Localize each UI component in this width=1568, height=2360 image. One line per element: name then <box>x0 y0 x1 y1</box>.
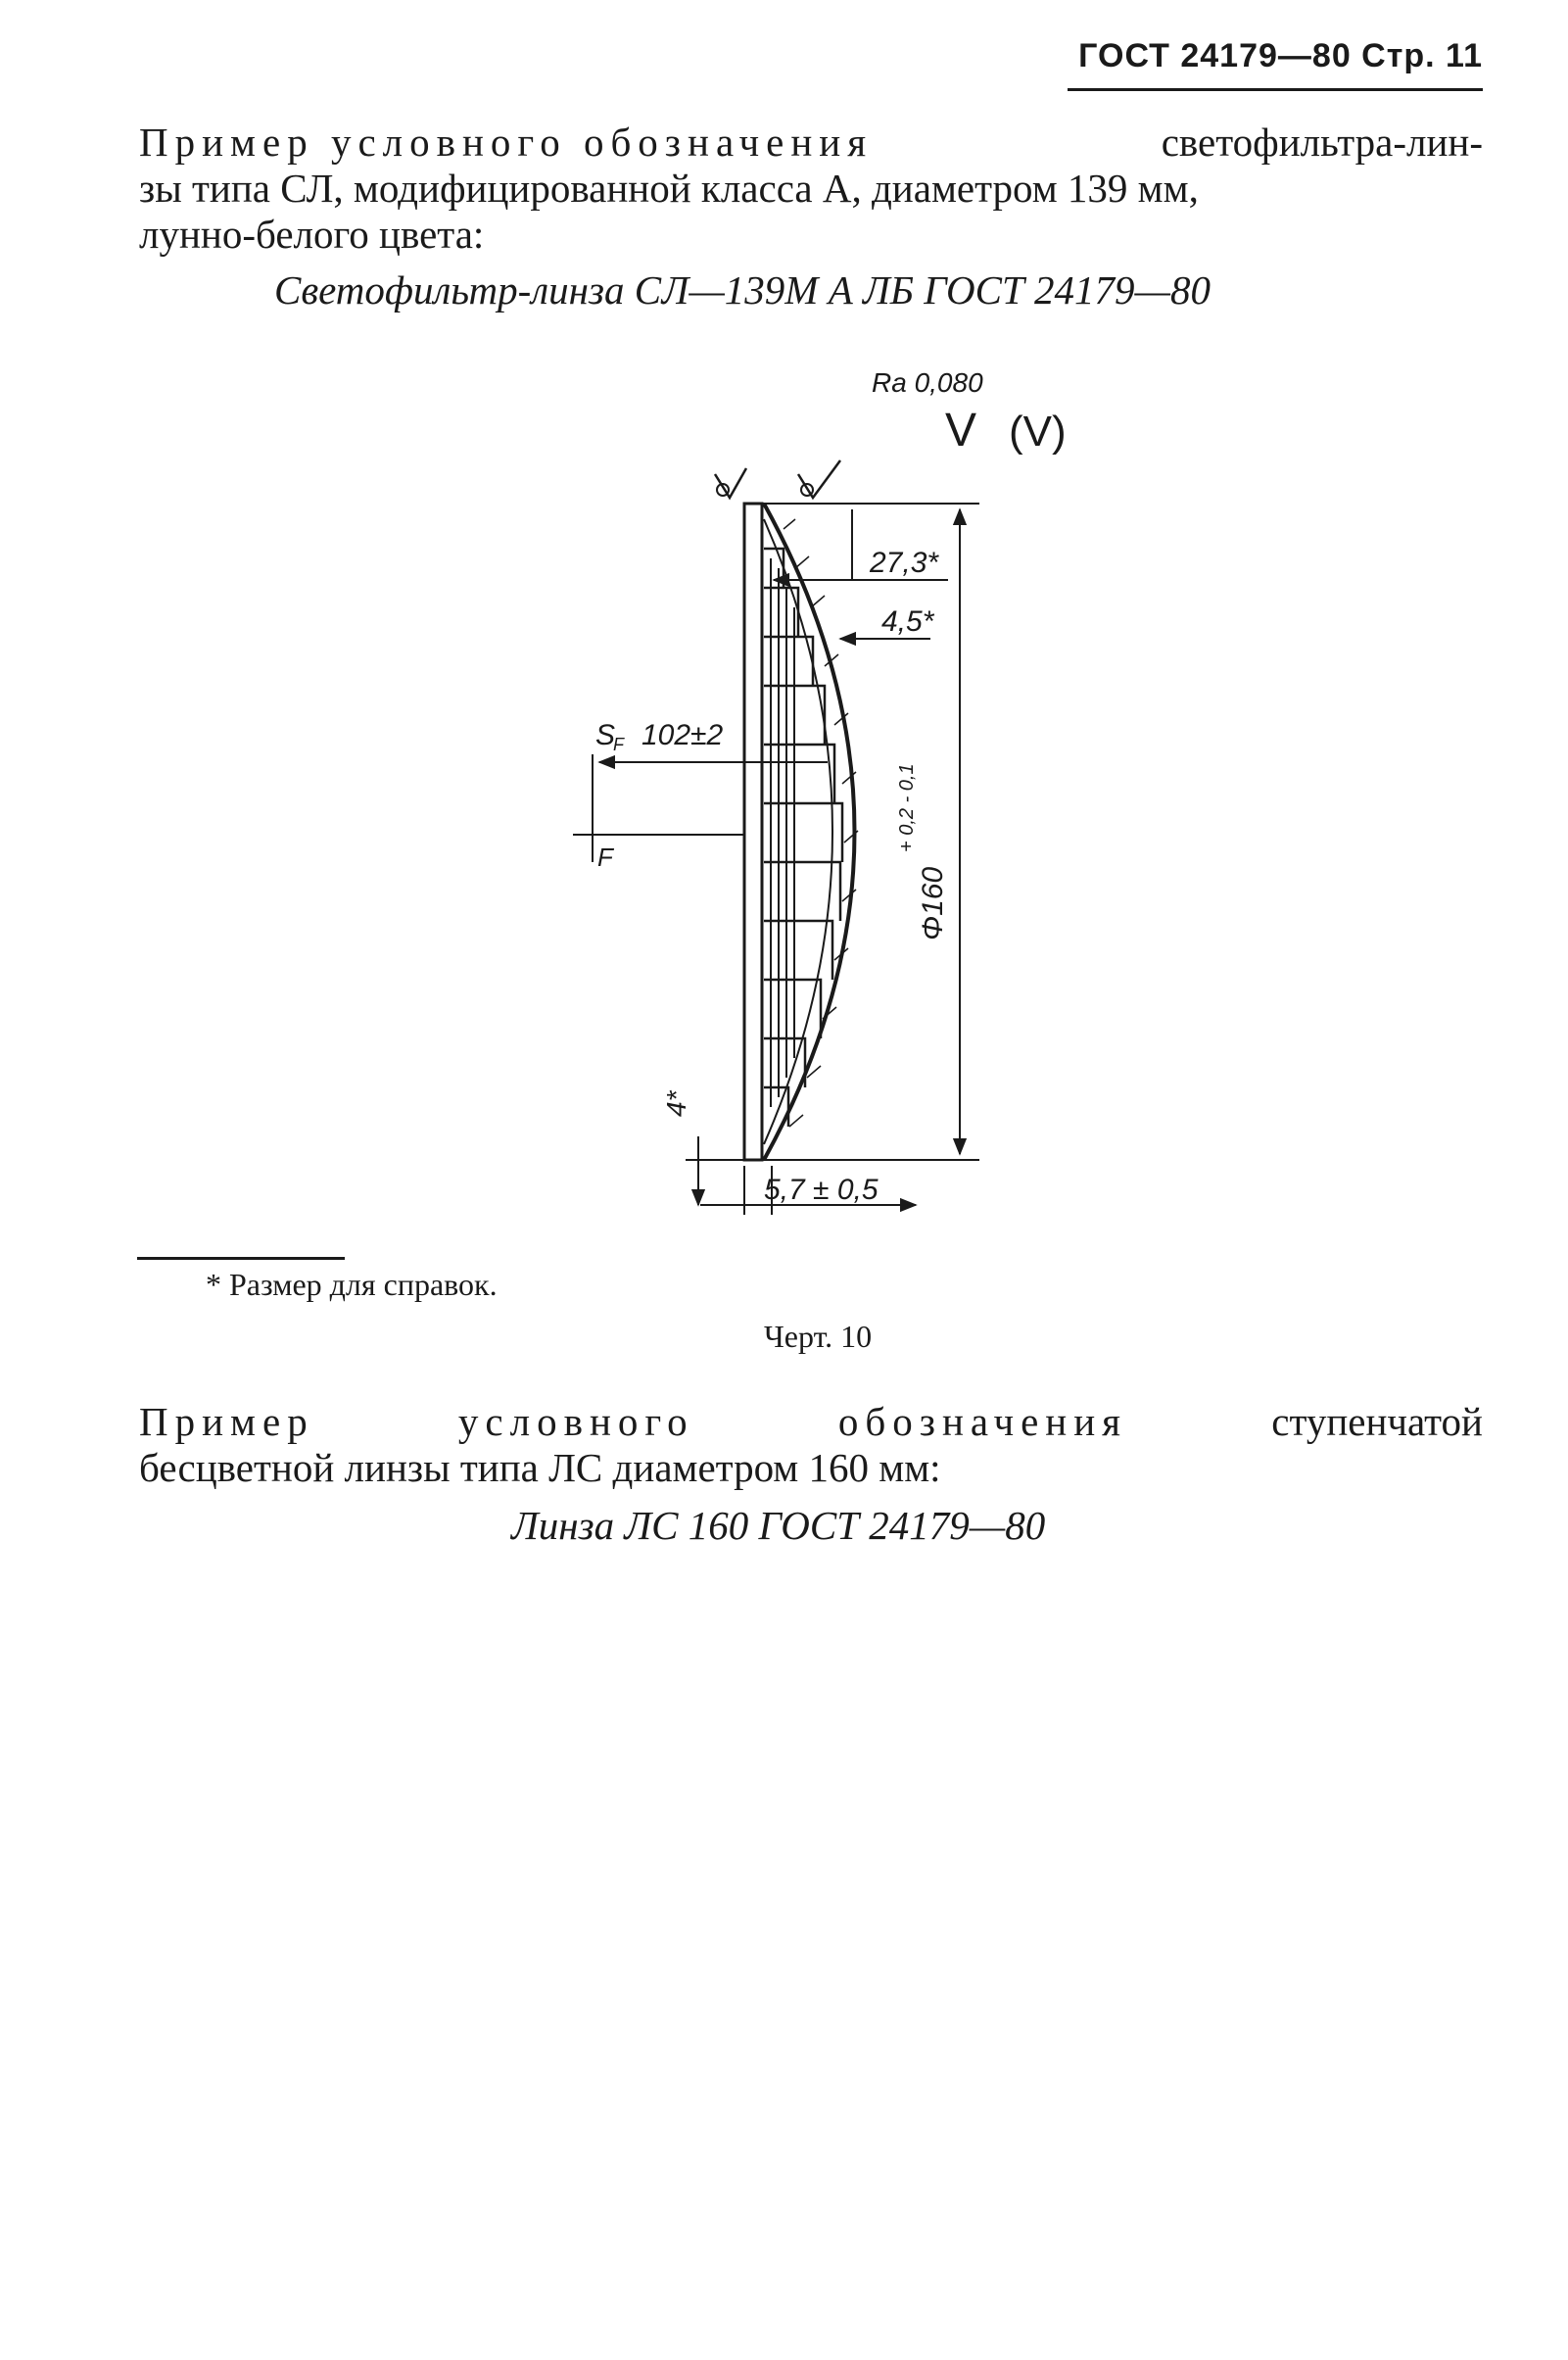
example-1-line-1-tail: светофильтра-лин- <box>1161 120 1483 165</box>
focal-sf-subscript: F <box>613 735 624 754</box>
example-1-designation: Светофильтр-линза СЛ—139М А ЛБ ГОСТ 24179—80 <box>274 267 1211 313</box>
example-1-line-2: зы типа СЛ, модифицированной класса А, диаметром 139 мм, <box>139 166 1199 211</box>
example-2-word-4: ступенчатой <box>1271 1399 1483 1444</box>
thickness-label: 27,3* <box>870 547 939 579</box>
footnote-rule <box>137 1257 345 1260</box>
diameter-tolerance: + 0,2 - 0,1 <box>896 763 918 852</box>
edge-label: 4* <box>661 1090 691 1117</box>
lens-flat-face <box>744 504 762 1160</box>
example-2-line-1 <box>139 1399 1483 1445</box>
example-1-lead: Пример условного обозначения <box>139 120 874 165</box>
roughness-paren: (V) <box>1009 408 1067 456</box>
figure-caption: Черт. 10 <box>764 1319 873 1354</box>
example-2-paragraph <box>139 1399 1483 1491</box>
lens-internal-lines <box>771 558 794 1107</box>
example-2-line-2: бесцветной линзы типа ЛС диаметром 160 мм: <box>139 1445 941 1490</box>
example-2-designation: Линза ЛС 160 ГОСТ 24179—80 <box>511 1503 1046 1548</box>
base-thickness-label: 5,7 ± 0,5 <box>764 1174 879 1206</box>
step-label: 4,5* <box>881 605 934 638</box>
example-2-word-2: условного <box>457 1399 694 1444</box>
focal-point-label: F <box>597 843 613 872</box>
focal-distance-label: 102±2 <box>641 719 724 751</box>
page-header: ГОСТ 24179—80 Стр. 11 <box>1078 37 1483 74</box>
focal-sf-label: S <box>595 719 616 751</box>
roughness-label: Ra 0,080 <box>872 367 983 398</box>
example-2-word-3: обозначения <box>837 1399 1128 1444</box>
example-2-word-1: Пример <box>139 1399 314 1444</box>
roughness-check: V <box>945 405 977 457</box>
roughness-symbol-left <box>715 468 746 498</box>
lens-curved-surface <box>764 504 855 1160</box>
fresnel-steps <box>764 549 842 1127</box>
footnote: * Размер для справок. <box>206 1267 498 1302</box>
diameter-label: Φ160 <box>917 866 949 940</box>
roughness-symbol-right <box>798 460 840 498</box>
example-1-line-3: лунно-белого цвета: <box>139 212 485 257</box>
